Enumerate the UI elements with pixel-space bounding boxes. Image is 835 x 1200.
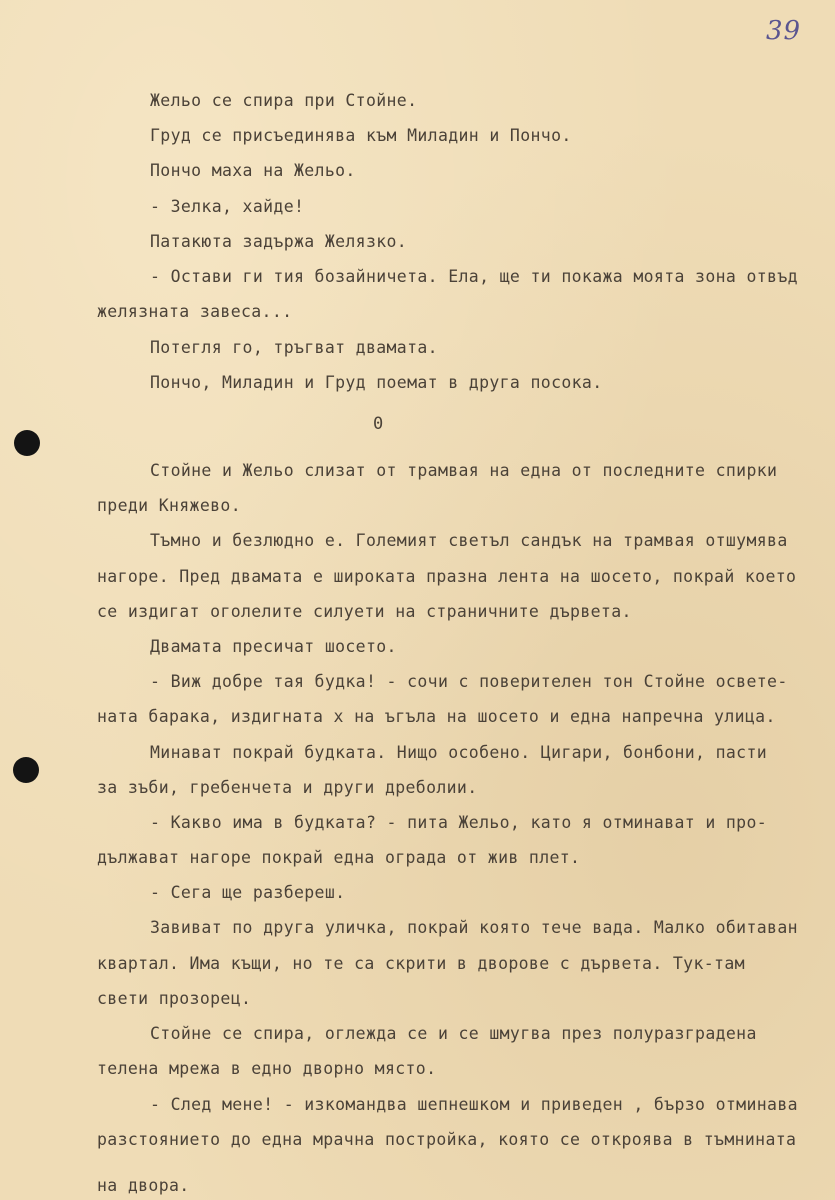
- text-line: Тъмно и безлюдно е. Големият светъл сандък на трамвая отшумява: [150, 531, 788, 550]
- text-line: телена мрежа в едно дворно място.: [97, 1059, 437, 1078]
- text-line: - Сега ще разбереш.: [150, 883, 346, 902]
- text-line: - Какво има в будката? - пита Жельо, като я отминават и про-: [150, 813, 768, 832]
- text-line: - След мене! - изкомандва шепнешком и приведен , бързо отминава: [150, 1095, 798, 1114]
- text-line: преди Княжево.: [97, 496, 241, 515]
- text-line: квартал. Има къщи, но те са скрити в дворове с дървета. Тук-там: [97, 954, 745, 973]
- text-line: - Виж добре тая будка! - сочи с поверителен тон Стойне осветe-: [150, 672, 788, 691]
- text-line: разстоянието до една мрачна постройка, която се откроява в тъмнината: [97, 1130, 797, 1149]
- text-line: Стойне и Жельо слизат от трамвая на една от последните спирки: [150, 461, 778, 480]
- text-line: свети прозорец.: [97, 989, 252, 1008]
- text-line: Жельо се спира при Стойне.: [150, 91, 418, 110]
- text-line: Минават покрай будката. Нищо особено. Цигари, бонбони, пасти: [150, 743, 768, 762]
- text-line: на двора.: [97, 1176, 190, 1195]
- punch-hole-upper: [14, 430, 40, 456]
- text-line: Пончо маха на Жельо.: [150, 161, 356, 180]
- text-line: - Остави ги тия бозайничета. Ела, ще ти покажа моята зона отвъд: [150, 267, 798, 286]
- punch-hole-lower: [13, 757, 39, 783]
- text-line: Пончо, Миладин и Груд поемат в друга посока.: [150, 373, 603, 392]
- text-line: Двамата пресичат шосето.: [150, 637, 397, 656]
- text-line: се издигат оголелите силуети на страничните дървета.: [97, 602, 632, 621]
- text-line: нагоре. Пред двамата е широката празна лента на шосето, покрай което: [97, 567, 797, 586]
- text-line: - Зелка, хайде!: [150, 197, 305, 216]
- text-line: Груд се присъединява към Миладин и Пончо.: [150, 126, 572, 145]
- text-line: Потегля го, тръгват двамата.: [150, 338, 438, 357]
- text-line: за зъби, гребенчета и други дреболии.: [97, 778, 478, 797]
- text-line: Стойне се спира, оглежда се и се шмугва през полуразградена: [150, 1024, 757, 1043]
- text-line: Патакюта задържа Желязко.: [150, 232, 408, 251]
- text-line: дължават нагоре покрай една ограда от жив плет.: [97, 848, 581, 867]
- text-line: желязната завеса...: [97, 302, 293, 321]
- section-separator: 0: [373, 414, 384, 434]
- text-line: ната барака, издигната x на ъгъла на шосето и една напречна улица.: [97, 707, 776, 726]
- page-number: 39: [766, 16, 802, 46]
- text-line: Завиват по друга уличка, покрай която тече вада. Малко обитаван: [150, 918, 798, 937]
